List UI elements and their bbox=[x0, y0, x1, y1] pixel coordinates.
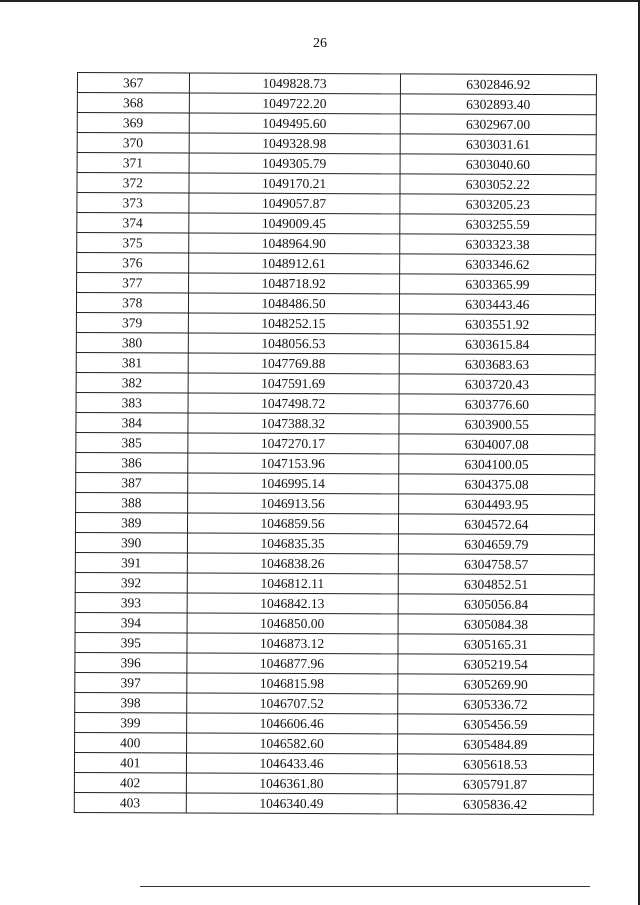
scan-border-bottom bbox=[140, 886, 590, 887]
point-number-cell: 400 bbox=[75, 732, 187, 752]
x-coordinate-cell: 1048718.92 bbox=[188, 273, 399, 294]
table-row bbox=[76, 452, 595, 474]
point-number-cell: 386 bbox=[76, 452, 188, 472]
x-coordinate-cell: 1047270.17 bbox=[187, 433, 398, 454]
point-number-cell: 399 bbox=[75, 712, 187, 732]
table-row bbox=[77, 153, 596, 175]
y-coordinate-cell: 6303615.84 bbox=[399, 334, 595, 355]
point-number-cell: 379 bbox=[76, 312, 188, 332]
table-row bbox=[75, 552, 594, 574]
point-number-cell: 391 bbox=[75, 552, 187, 572]
table-row bbox=[76, 432, 595, 454]
coordinates-table-body bbox=[74, 73, 596, 815]
point-number-cell: 392 bbox=[75, 572, 187, 592]
point-number-cell: 368 bbox=[77, 93, 189, 113]
x-coordinate-cell: 1048912.61 bbox=[188, 253, 399, 274]
x-coordinate-cell: 1049495.60 bbox=[189, 113, 400, 134]
y-coordinate-cell: 6303900.55 bbox=[399, 414, 595, 435]
point-number-cell: 390 bbox=[75, 532, 187, 552]
y-coordinate-cell: 6304007.08 bbox=[399, 434, 595, 455]
table-row bbox=[76, 492, 595, 514]
x-coordinate-cell: 1046913.56 bbox=[187, 493, 398, 514]
y-coordinate-cell: 6305269.90 bbox=[397, 674, 593, 695]
x-coordinate-cell: 1046433.46 bbox=[186, 753, 397, 774]
point-number-cell: 389 bbox=[75, 512, 187, 532]
point-number-cell: 402 bbox=[74, 772, 186, 792]
table-row bbox=[77, 73, 596, 95]
x-coordinate-cell: 1047498.72 bbox=[188, 393, 399, 414]
y-coordinate-cell: 6303205.23 bbox=[400, 194, 596, 215]
y-coordinate-cell: 6303040.60 bbox=[400, 154, 596, 175]
x-coordinate-cell: 1047388.32 bbox=[187, 413, 398, 434]
point-number-cell: 382 bbox=[76, 372, 188, 392]
table-row bbox=[77, 233, 596, 255]
table-row bbox=[74, 772, 593, 794]
x-coordinate-cell: 1047769.88 bbox=[188, 353, 399, 374]
table-row bbox=[74, 752, 593, 774]
table-row bbox=[76, 332, 595, 354]
table-row bbox=[75, 532, 594, 554]
table-row bbox=[75, 732, 594, 754]
y-coordinate-cell: 6303683.63 bbox=[399, 354, 595, 375]
table-row bbox=[77, 253, 596, 275]
point-number-cell: 371 bbox=[77, 153, 189, 173]
table-row bbox=[76, 392, 595, 414]
point-number-cell: 373 bbox=[77, 193, 189, 213]
page-number: 26 bbox=[313, 36, 327, 51]
table-row bbox=[75, 632, 594, 654]
y-coordinate-cell: 6305836.42 bbox=[397, 794, 593, 815]
table-row bbox=[76, 472, 595, 494]
y-coordinate-cell: 6302893.40 bbox=[400, 94, 596, 115]
point-number-cell: 397 bbox=[75, 672, 187, 692]
table-row bbox=[74, 792, 593, 814]
x-coordinate-cell: 1049009.45 bbox=[188, 213, 399, 234]
coordinates-table bbox=[74, 72, 597, 815]
table-row bbox=[76, 372, 595, 394]
y-coordinate-cell: 6303346.62 bbox=[399, 254, 595, 275]
point-number-cell: 401 bbox=[74, 752, 186, 772]
y-coordinate-cell: 6304572.64 bbox=[398, 514, 594, 535]
point-number-cell: 394 bbox=[75, 612, 187, 632]
y-coordinate-cell: 6304493.95 bbox=[398, 494, 594, 515]
y-coordinate-cell: 6305791.87 bbox=[397, 774, 593, 795]
point-number-cell: 395 bbox=[75, 632, 187, 652]
y-coordinate-cell: 6303052.22 bbox=[400, 174, 596, 195]
x-coordinate-cell: 1049305.79 bbox=[189, 153, 400, 174]
x-coordinate-cell: 1046707.52 bbox=[186, 693, 397, 714]
point-number-cell: 384 bbox=[76, 412, 188, 432]
x-coordinate-cell: 1049828.73 bbox=[189, 73, 400, 94]
table-row bbox=[75, 512, 594, 534]
table-row bbox=[77, 93, 596, 115]
point-number-cell: 385 bbox=[76, 432, 188, 452]
y-coordinate-cell: 6302967.00 bbox=[400, 114, 596, 135]
x-coordinate-cell: 1048056.53 bbox=[188, 333, 399, 354]
y-coordinate-cell: 6304758.57 bbox=[398, 554, 594, 575]
point-number-cell: 378 bbox=[76, 293, 188, 313]
table-row bbox=[76, 412, 595, 434]
y-coordinate-cell: 6303323.38 bbox=[399, 234, 595, 255]
point-number-cell: 398 bbox=[75, 692, 187, 712]
table-row bbox=[75, 672, 594, 694]
table-row bbox=[75, 652, 594, 674]
y-coordinate-cell: 6305056.84 bbox=[398, 594, 594, 615]
point-number-cell: 376 bbox=[77, 253, 189, 273]
point-number-cell: 381 bbox=[76, 352, 188, 372]
point-number-cell: 374 bbox=[77, 213, 189, 233]
table-row bbox=[77, 173, 596, 195]
point-number-cell: 388 bbox=[76, 492, 188, 512]
x-coordinate-cell: 1046873.12 bbox=[186, 633, 397, 654]
x-coordinate-cell: 1047153.96 bbox=[187, 453, 398, 474]
x-coordinate-cell: 1046340.49 bbox=[186, 793, 397, 814]
x-coordinate-cell: 1046812.11 bbox=[187, 573, 398, 594]
x-coordinate-cell: 1047591.69 bbox=[188, 373, 399, 394]
table-row bbox=[77, 133, 596, 155]
y-coordinate-cell: 6302846.92 bbox=[400, 74, 596, 95]
point-number-cell: 387 bbox=[76, 472, 188, 492]
x-coordinate-cell: 1046995.14 bbox=[187, 473, 398, 494]
point-number-cell: 396 bbox=[75, 652, 187, 672]
x-coordinate-cell: 1049722.20 bbox=[189, 93, 400, 114]
point-number-cell: 375 bbox=[77, 233, 189, 253]
y-coordinate-cell: 6303255.59 bbox=[399, 214, 595, 235]
table-row bbox=[75, 592, 594, 614]
table-row bbox=[75, 612, 594, 634]
y-coordinate-cell: 6303365.99 bbox=[399, 274, 595, 295]
x-coordinate-cell: 1048252.15 bbox=[188, 313, 399, 334]
table-row bbox=[76, 293, 595, 315]
table-row bbox=[75, 712, 594, 734]
y-coordinate-cell: 6305084.38 bbox=[398, 614, 594, 635]
table-row bbox=[75, 692, 594, 714]
x-coordinate-cell: 1046838.26 bbox=[187, 553, 398, 574]
table-row bbox=[77, 193, 596, 215]
point-number-cell: 380 bbox=[76, 332, 188, 352]
point-number-cell: 403 bbox=[74, 792, 186, 812]
y-coordinate-cell: 6305484.89 bbox=[397, 734, 593, 755]
table-row bbox=[75, 572, 594, 594]
x-coordinate-cell: 1049170.21 bbox=[188, 173, 399, 194]
y-coordinate-cell: 6305219.54 bbox=[398, 654, 594, 675]
y-coordinate-cell: 6305456.59 bbox=[397, 714, 593, 735]
y-coordinate-cell: 6303720.43 bbox=[399, 374, 595, 395]
point-number-cell: 372 bbox=[77, 173, 189, 193]
y-coordinate-cell: 6304100.05 bbox=[398, 454, 594, 475]
x-coordinate-cell: 1046815.98 bbox=[186, 673, 397, 694]
x-coordinate-cell: 1046850.00 bbox=[187, 613, 398, 634]
y-coordinate-cell: 6305165.31 bbox=[398, 634, 594, 655]
y-coordinate-cell: 6303551.92 bbox=[399, 314, 595, 335]
point-number-cell: 369 bbox=[77, 113, 189, 133]
scan-border-top bbox=[0, 0, 640, 2]
y-coordinate-cell: 6305336.72 bbox=[397, 694, 593, 715]
y-coordinate-cell: 6304659.79 bbox=[398, 534, 594, 555]
y-coordinate-cell: 6304375.08 bbox=[398, 474, 594, 495]
y-coordinate-cell: 6303031.61 bbox=[400, 134, 596, 155]
table-row bbox=[77, 273, 596, 295]
x-coordinate-cell: 1046361.80 bbox=[186, 773, 397, 794]
point-number-cell: 367 bbox=[77, 73, 189, 93]
x-coordinate-cell: 1046606.46 bbox=[186, 713, 397, 734]
x-coordinate-cell: 1046859.56 bbox=[187, 513, 398, 534]
point-number-cell: 370 bbox=[77, 133, 189, 153]
table-row bbox=[77, 213, 596, 235]
x-coordinate-cell: 1048486.50 bbox=[188, 293, 399, 314]
x-coordinate-cell: 1049057.87 bbox=[188, 193, 399, 214]
x-coordinate-cell: 1046582.60 bbox=[186, 733, 397, 754]
point-number-cell: 383 bbox=[76, 392, 188, 412]
y-coordinate-cell: 6303776.60 bbox=[399, 394, 595, 415]
y-coordinate-cell: 6305618.53 bbox=[397, 754, 593, 775]
x-coordinate-cell: 1049328.98 bbox=[189, 133, 400, 154]
x-coordinate-cell: 1046877.96 bbox=[186, 653, 397, 674]
y-coordinate-cell: 6303443.46 bbox=[399, 294, 595, 315]
point-number-cell: 393 bbox=[75, 592, 187, 612]
table-row bbox=[77, 113, 596, 135]
table-row bbox=[76, 312, 595, 334]
table-row bbox=[76, 352, 595, 374]
point-number-cell: 377 bbox=[77, 273, 189, 293]
x-coordinate-cell: 1046842.13 bbox=[187, 593, 398, 614]
y-coordinate-cell: 6304852.51 bbox=[398, 574, 594, 595]
x-coordinate-cell: 1048964.90 bbox=[188, 233, 399, 254]
x-coordinate-cell: 1046835.35 bbox=[187, 533, 398, 554]
